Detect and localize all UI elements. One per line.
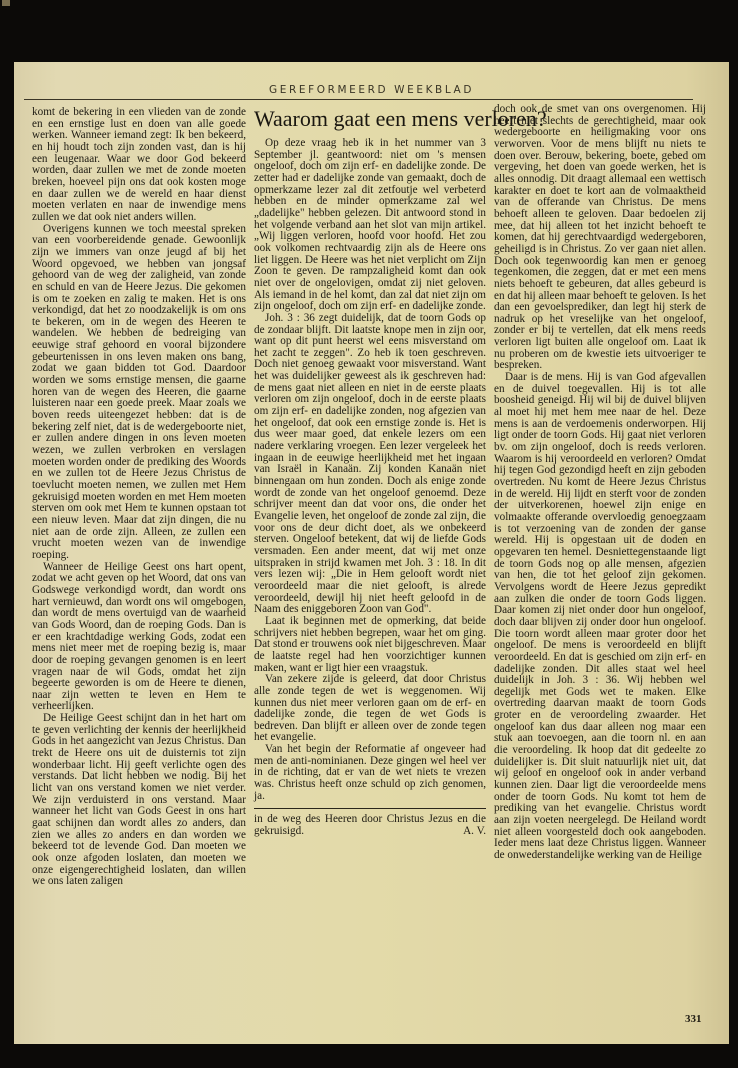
footnote [254,814,486,837]
right-paragraph-1: doch ook de smet van ons overgenomen. Hij heeft niet slechts de gerechtigheid, maar ook wedergeboorte en heiligmaking voor ons verworven. Voor de mens blijft nu niets te doen over. Berouw, bekering, boete, gebed om vergeving, het doen van goede werken, het is alles onnodig. Dit draagt allemaal een wettisch karakter en doet te kort aan de volmaaktheid van de offerande van Christus. De mens behoeft alleen te geloven. Daar bedoelen zij mee, dat hij alleen tot het inzicht behoeft te komen, dat hij gerechtvaardigd wedergeboren, geheiligd is in Christus. Zo ver gaan niet allen. Doch ook tegenwoordig kan men er genoeg tegenkomen, die zeggen, dat er met een mens niets behoeft te gebeuren, dat alles gebeurd is en dat hij alleen maar behoeft te geloven. Is het dan een gevoelsprediker, dan legt hij sterk de nadruk op het vreselijke van het ongeloof, zonder er bij te vertellen, dat elk mens reeds verloren ligt buiten alle ongeloof om. Laat ik nu proberen om de kwestie iets uitvoeriger te bespreken. [494,103,706,372]
middle-paragraph-4: Van zekere zijde is geleerd, dat door Christus alle zonde tegen de wet is weggenomen. Wij kunnen dus niet meer verloren gaan om de erf- en dadelijke zonde, die tegen de wet Gods is bedreven. Dan blijft er alleen over de zonde tegen het evangelie. [254,673,486,744]
middle-paragraph-3: Laat ik beginnen met de opmerking, dat beide schrijvers niet hebben begrepen, waar het om ging. Dat stond er trouwens ook niet bijgeschreven. Maar de laatste regel had hen voorzichtiger kunnen maken, want er ligt hier een vraagstuk. [254,614,486,674]
left-paragraph-1: komt de bekering in een vlieden van de zonde en een ernstige lust en doen van alle goede werken. Wanneer iemand zegt: Ik ben bekeerd, en hij houdt toch zijn zonden vast, dan is hij een leugenaar. Waar we door God bekeerd worden, daar zullen we met de zonde moeten breken, hoeveel pijn ons dat ook kosten moge en daar zullen we de wereld en haar dienst moeten verlaten en naar de inwendige mens zullen we dat ook niet anders willen. [32,106,246,223]
footnote-text: in de weg des Heeren door Christus Jezus en die gekruisigd. [254,813,486,838]
middle-paragraph-5: Van het begin der Reformatie af ongeveer had men de anti-nominianen. Deze gingen wel heel ver in de richting, dat er van de wet niets te vrezen was. Christus heeft onze schuld op zich genomen, ja. [254,743,486,802]
newspaper-page [14,62,729,1044]
running-header: GEREFORMEERD WEEKBLAD [268,84,475,96]
left-paragraph-3: Wanneer de Heilige Geest ons hart opent, zodat we acht geven op het Woord, dat ons van Godswege verkondigd wordt, dan wordt ons hart vernieuwd, dan wordt ons wil omgebogen, dan wordt de mens overtuigd van de waarheid van Gods Woord, dan de roeping Gods. Dan is er een krachtdadige werking Gods, zodat een mens niet meer met de roeping bezig is, maar door de roeping gevangen genomen is en leert vragen naar de wil Gods, omdat het zijn begeerte geworden is om de Heere te dienen, naar zijn wetten te leven en Hem te verheerlijken. [32,560,246,713]
middle-paragraph-1: Op deze vraag heb ik in het nummer van 3 September jl. geantwoord: niet om 's mensen ongeloof, doch om zijn erf- en dadelijke zonde. De zetter had er dadelijke zonde van gemaakt, doch de opmerkzame lezer zal dit zetfoutje wel verbeterd hebben en de minder opmerkzame zal wel „dadelijke" hebben gelezen. Dit antwoord stond in het volgende verband aan het slot van mijn artikel. „Wij liggen verloren, hoofd voor hoofd. Het zou ook volkomen rechtvaardig zijn als de Heere ons liet liggen. De Heere was het niet verplicht om Zijn Zoon te geven. De rampzaligheid komt dan ook niet over de ongelovigen, omdat zij niet geloven. Als iemand in de hel komt, dan zal dat niet zijn om zijn ongeloof, doch om zijn erf- en dadelijke zonde. [254,137,486,313]
header-rule [24,99,693,100]
article-title: Waarom gaat een mens verloren? [254,106,547,131]
footnote-separator [254,808,486,809]
corner-mark [2,0,10,6]
left-column [32,107,246,888]
middle-column [254,106,547,838]
page-number: 331 [685,1013,702,1025]
right-column [494,104,706,862]
middle-paragraph-2: Joh. 3 : 36 zegt duidelijk, dat de toorn Gods op de zondaar blijft. Dit laatste knope men in zijn oor, want op dit punt heerst wel eens misverstand om het zacht te zeggen". Zo heb ik toen geschreven. Doch niet genoeg gewaakt voor misverstand. Want het was duidelijker geweest als ik geschreven had: de mens gaat niet alleen en niet in de eerste plaats verloren om zijn ongeloof, doch in de eerste plaats om zijn erf- en dadelijke zonden, nog afgezien van het ongeloof, dat ook een ernstige zonde is. Het is dus weer maar goed, dat enkele lezers om een nadere verklaring vroegen. Een lezer vergeleek het ingaan in de eeuwige heerlijkheid met het ingaan van Israël in Kanaän. Zij konden Kanaän niet binnengaan om hun zonden. Doch als enige zonde wordt de zonde van het ongeloof genoemd. Deze schrijver meent dan dat voor ons, die onder het Evangelie leven, het ongeloof de zonde zal zijn, die voor ons de deur dicht doet, als we onbekeerd sterven. Ongeloof betekent, dat wij de liefde Gods versmaden. Een ander meent, dat wij met onze uitspraken in strijd kwamen met Joh. 3 : 18. In dit vers lezen wij: „Die in Hem gelooft wordt niet veroordeeld maar die niet gelooft, is alrede veroordeeld, dewijl hij niet heeft geloofd in de Naam des eniggeboren Zoon van God". [254,311,486,616]
author-initials: A. V. [463,825,486,838]
left-paragraph-2: Overigens kunnen we toch meestal spreken van een voorbereidende genade. Gewoonlijk zijn we immers van onze jeugd af bij het Woord opgevoed, we hebben van jongsaf gehoord van de weg der zaligheid, van zonde en schuld en van de Heere Jezus. Die gekomen is om te zoeken en zalig te maken. Het is ons verkondigd, dat het zo noodzakelijk is om ons te bekeren, om in de wegen des Heeren te wandelen. We hebben de bedreiging van eeuwige straf gehoord en vooral bijzondere gebeurtenissen in ons leven maken ons bang, zodat we gaan bidden tot God. Daardoor worden we soms ernstige mensen, die gaarne horen van de wegen des Heeren, die gaarne luisteren naar een goede preek. Maar zoals we boven reeds uiteengezet hebben: dat is de bekering zelf niet, dat is de wedergeboorte niet, er zullen andere dingen in ons leven moeten wezen, we zullen verbroken en verslagen moeten worden onder de prediking des Woords en we zullen tot de Heere Jezus Christus de toevlucht moeten nemen, we zullen met Hem gekruisigd moeten worden en met Hem moeten sterven om ook met Hem te kunnen opstaan tot een nieuw leven. Maar dat zijn dingen, die nu niet aan de orde zijn. Alleen, ze zullen een vrucht moeten wezen van de inwendige roeping. [32,222,246,561]
left-paragraph-4: De Heilige Geest schijnt dan in het hart om te geven verlichting der kennis der heerlijkheid Gods in het aangezicht van Jezus Christus. Dan trekt de Heere ons uit de duisternis tot zijn wonderbaar licht. Hij geeft verlichte ogen des verstands. Dat licht hebben we nodig. Bij het licht van ons verstand komen we niet verder. We zijn verduisterd in ons verstand. Maar wanneer het licht van Gods Geest in ons hart gaat schijnen dan wordt alles zo anders, dan zien we alles zo anders en dan worden we bekeerd tot de levende God. Dan moeten we ook onze afgoden loslaten, dan moeten we onze eigengerechtigheid loslaten, dan willen we ons laten zaligen [32,712,246,888]
right-paragraph-2: Daar is de mens. Hij is van God afgevallen en de duivel toegevallen. Hij is tot alle boosheid geneigd. Hij wil bij de duivel blijven al moet hij met hem mee naar de hel. Deze mens is aan de verdoemenis onderworpen. Hij ligt onder de toorn Gods. Hij gaat niet verloren bv. om zijn ongeloof, doch is reeds verloren. Waarom is hij veroordeeld en verloren? Omdat hij tegen God gezondigd heeft en zijn geboden overtreden. Nu komt de Heere Jezus Christus in de wereld. Hij lijdt en sterft voor de zonden der uitverkorenen, hoewel zijn enige en volmaakte offerande overvloedig genoegzaam is tot verzoening van de zonden der ganse wereld. Hij is opgestaan uit de doden en opgevaren ten hemel. Desniettegenstaande ligt de toorn Gods nog op alle mensen, afgezien van hen, die tot het geloof zijn gekomen. Vervolgens wordt de Heere Jezus gepredikt aan zulken die onder de toorn Gods liggen. Daar komen zij niet onder door hun ongeloof, doch daar blijven zij onder door hun ongeloof. Die toorn wordt alleen maar groter door het ongeloof. De mens is veroordeeld en blijft veroordeeld. En dat is geschied om zijn erf- en dadelijke zonden. Dit alles staat wel heel duidelijk in Joh. 3 : 36. Wij hebben wel degelijk met Gods wet te maken. Elke overtreding daarvan maakt de toorn Gods groter en de veroordeling zwaarder. Het ongeloof kan dus daar alleen nog maar een stuk aan toevoegen, aan die toorn nl. en aan die veroordeling. Ik hoop dat dit gedeelte zo duidelijker is. Dit sluit natuurlijk niet uit, dat wij geloof en ongeloof ook in ander verband kunnen zien. Daar ligt die veroordeelde mens onder de toorn Gods. Nu komt tot hem de prediking van het evangelie. Christus wordt aan zijn voeten neergelegd. De Heiland wordt niet alleen voorgesteld doch ook aangeboden. Ieder mens laat deze Christus liggen. Wanneer de onwederstandelijke werking van de Heilige [494,371,706,861]
